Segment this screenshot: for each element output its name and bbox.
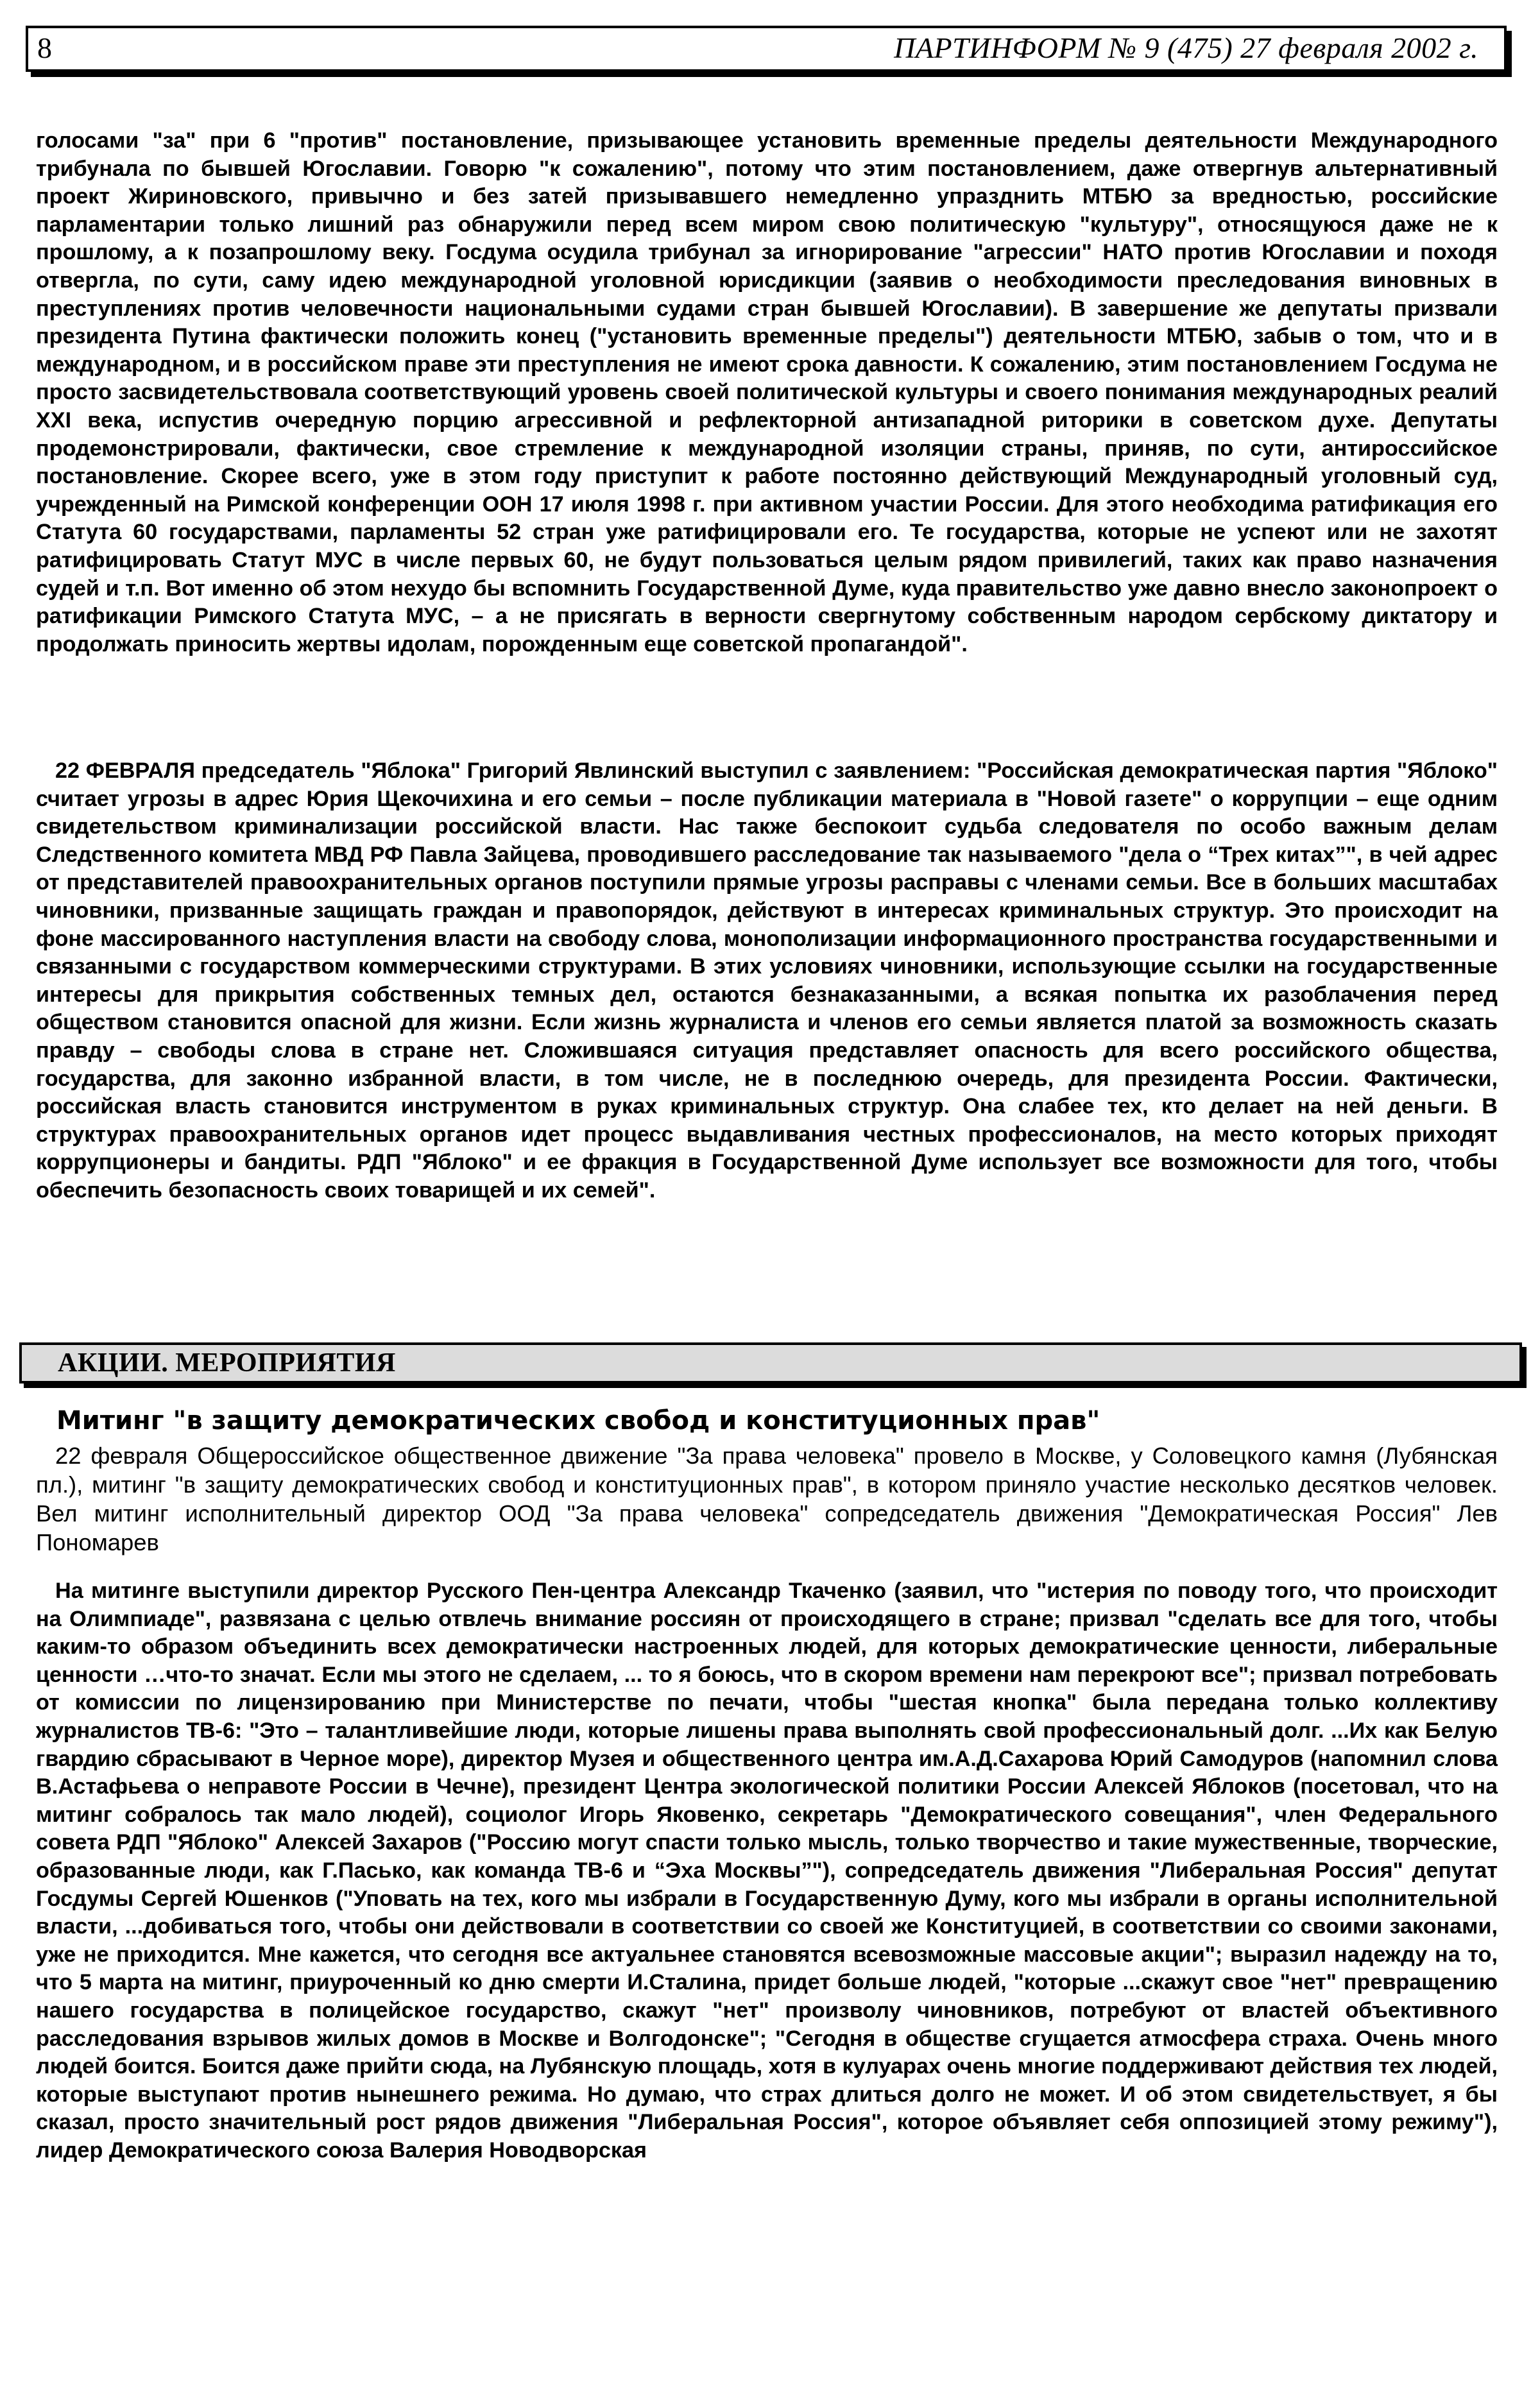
article-continuation-paragraph: голосами "за" при 6 "против" постановление, призывающее установить временные пределы деятельности Международного трибунала по бывшей Югославии. Говорю "к сожалению", потому что этим постановлением, даже отвергнув альтернативный проект Жириновского, привычно и без затей призывавшего немедленно упразднить МТБЮ за вредностью, российские парламентарии только лишний раз обнаружили перед всем миром свою политическую "культуру", относящуюся даже не к прошлому, а к позапрошлому веку. Госдума осудила трибунал за игнорирование "агрессии" НАТО против Югославии и походя отвергла, по сути, саму идею международной уголовной юрисдикции (заявив о необходимости преследования виновных в преступлениях против человечности национальными судами стран бывшей Югославии). В завершение же депутаты призвали президента Путина фактически положить конец ("установить временные пределы") деятельности МТБЮ, забыв о том, что и в международном, и в российском праве эти преступления не имеют срока давности. К сожалению, этим постановлением Госдума не просто засвидетельствовала соответствующий уровень своей политической культуры и своего понимания международных реалий XXI века, испустив очередную порцию агрессивной и рефлекторной антизападной риторики в советском духе. Депутаты продемонстрировали, фактически, свое стремление к международной изоляции страны, приняв, по сути, антироссийское постановление. Скорее всего, уже в этом году приступит к работе постоянно действующий Международный уголовный суд, учрежденный на Римской конференции ООН 17 июля 1998 г. при активном участии России. Для этого необходима ратификация его Статута 60 государствами, парламенты 52 стран уже ратифицировали его. Те государства, которые не успеют или не захотят ратифицировать Статут МУС в числе первых 60, не будут пользоваться целым рядом привилегий, таких как право назначения судей и т.п. Вот именно об этом нехудо бы вспомнить Государственной Думе, куда правительство уже давно внесло законопроект о ратификации Римского Статута МУС, – а не присягать в верности свергнутому собственным народом сербскому диктатору и продолжать приносить жертвы идолам, порожденным еще советской пропагандой". — [36, 128, 1498, 656]
article-body-paragraph: На митинге выступили директор Русского Пен-центра Александр Ткаченко (заявил, что "истерия по поводу того, что происходит на Олимпиаде", развязана с целью отвлечь внимание россиян от происходящего в стране; призвал "сделать все для того, чтобы каким-то образом объединить всех демократически настроенных людей, для которых демократические ценности, либеральные ценности …что-то значат. Если мы этого не сделаем, ... то я боюсь, что в скором времени нам перекроют все"; призвал потребовать от комиссии по лицензированию при Министерстве по печати, чтобы "шестая кнопка" была передана только коллективу журналистов ТВ-6: "Это – талантливейшие люди, которые лишены права выполнять свой профессиональный долг. ...Их как Белую гвардию сбрасывают в Черное море), директор Музея и общественного центра им.А.Д.Сахарова Юрий Самодуров (напомнил слова В.Астафьева о неправоте России в Чечне), президент Центра экологической политики России Алексей Яблоков (посетовал, что на митинг собралось так мало людей), социолог Игорь Яковенко, секретарь "Демократического совещания", член Федерального совета РДП "Яблоко" Алексей Захаров ("Россию могут спасти только мысль, только творчество и такие мужественные, творческие, образованные люди, как Г.Пасько, как команда ТВ-6 и “Эха Москвы”"), сопредседатель движения "Либеральная Россия" депутат Госдумы Сергей Юшенков ("Уповать на тех, кого мы избрали в Государственную Думу, кого мы избрали в органы исполнительной власти, ...добиваться того, чтобы они действовали в соответствии со своей же Конституцией, в соответствии со своими законами, уже не приходится. Мне кажется, что сегодня все актуальнее становятся всевозможные массовые акции"; выразил надежду на то, что 5 марта на митинг, приуроченный ко дню смерти И.Сталина, придет больше людей, "которые ...скажут свое "нет" превращению нашего государства в полицейское государство, скажут "нет" произволу чиновников, потребуют от властей объективного расследования взрывов жилых домов в Москве и Волгодонске"; "Сегодня в обществе сгущается атмосфера страха. Очень много людей боится. Боится даже прийти сюда, на Лубянскую площадь, хотя в кулуарах очень многие поддерживают действия тех людей, которые выступают против нынешнего режима. Но думаю, что страх длиться долго не может. И об этом свидетельствует, я бы сказал, просто значительный рост рядов движения "Либеральная Россия", которое объявляет себя оппозицией этому режиму"), лидер Демократического союза Валерия Новодворская — [36, 1579, 1498, 2163]
article-lead: 22 февраля Общероссийское общественное движение "За права человека" провело в Москве, у Соловецкого камня (Лубянская пл.), митинг "в защиту демократических свобод и конституционных прав", в котором приняло участие несколько десятков человек. Вел митинг исполнительный директор ООД "За права человека" сопредседатель движения "Демократическая Россия" Лев Пономарев — [36, 1443, 1498, 1555]
article-body-block — [36, 1577, 1498, 2164]
article-title: Митинг "в защиту демократических свобод и конституционных прав" — [56, 1406, 1100, 1435]
page-number: 8 — [37, 31, 52, 64]
section-title: АКЦИИ. МЕРОПРИЯТИЯ — [58, 1348, 396, 1378]
masthead: ПАРТИНФОРМ № 9 (475) 27 февраля 2002 г. — [894, 31, 1478, 64]
continued-text-block — [36, 127, 1498, 658]
page-header — [26, 26, 1507, 72]
yabloko-statement-paragraph: 22 ФЕВРАЛЯ председатель "Яблока" Григорий Явлинский выступил с заявлением: "Российская демократическая партия "Яблоко" считает угрозы в адрес Юрия Щекочихина и его семьи – после публикации материала в "Новой газете" о коррупции – еще одним свидетельством криминализации российской власти. Нас также беспокоит судьба следователя по особо важным делам Следственного комитета МВД РФ Павла Зайцева, проводившего расследование так называемого "дела о “Трех китах”", в чей адрес от представителей правоохранительных органов поступили прямые угрозы расправы с членами семьи. Все в больших масштабах чиновники, призванные защищать граждан и правопорядок, действуют в интересах криминальных структур. Это происходит на фоне массированного наступления власти на свободу слова, монополизации информационного пространства государственными и связанными с государством коммерческими структурами. В этих условиях чиновники, использующие ссылки на государственные интересы для прикрытия собственных темных дел, остаются безнаказанными, а всякая попытка их разоблачения перед обществом становится опасной для жизни. Если жизнь журналиста и членов его семьи является платой за возможность сказать правду – свободы слова в стране нет. Сложившаяся ситуация представляет опасность для всего российского общества, государства, для законно избранной власти, в том числе, не в последнюю очередь, для президента России. Фактически, российская власть становится инструментом в руках криминальных структур. Она слабее тех, кто делает на ней деньги. В структурах правоохранительных органов идет процесс выдавливания честных профессионалов, на место которых приходят коррупционеры и бандиты. РДП "Яблоко" и ее фракция в Государственной Думе использует все возможности для того, чтобы обеспечить безопасность своих товарищей и их семей". — [36, 758, 1498, 1203]
section-header — [19, 1342, 1522, 1384]
yabloko-statement-block — [36, 757, 1498, 1205]
